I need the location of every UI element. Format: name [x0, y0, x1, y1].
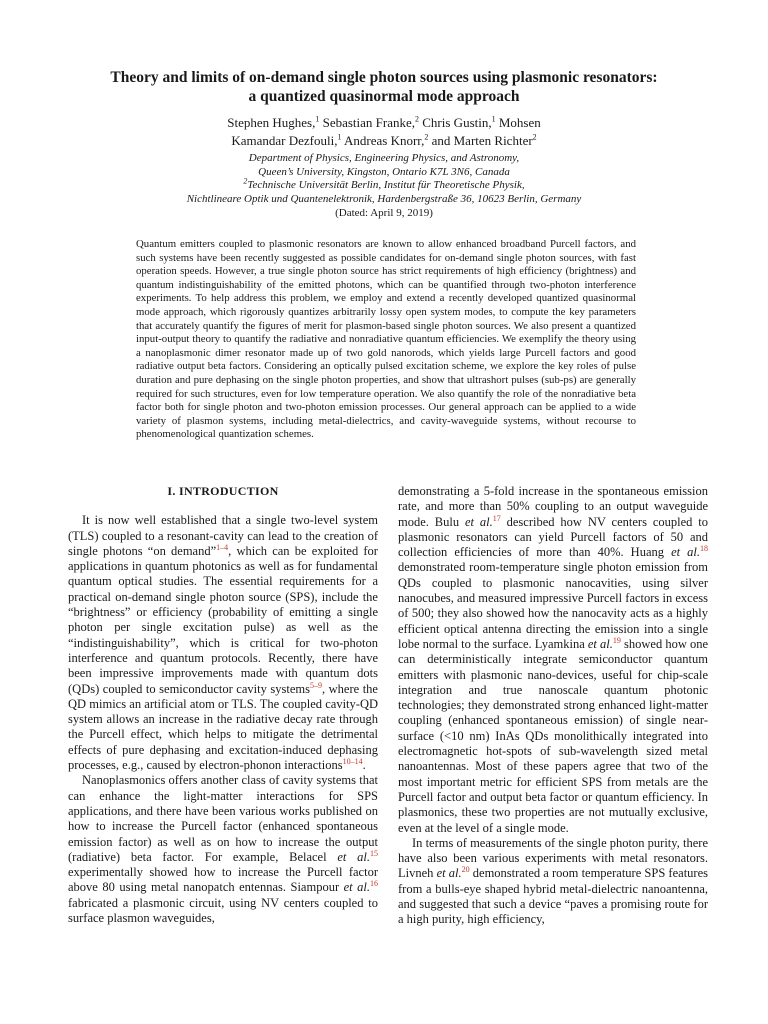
- section-heading: I. INTRODUCTION: [167, 484, 279, 498]
- author-affiliation-mark: 1: [315, 114, 320, 124]
- author-list: [80, 114, 688, 150]
- paragraph: In terms of measurements of the single photon purity, there have also been various experiments with metal resonators. Livneh et al.$^{20}$ demonstrated a room temperature SPS features from a bulls-eye shaped hybrid metal-dielectric nanoantenna, and suggested that such a device “paves a promising route for a high purity, high efficiency,: [398, 835, 708, 927]
- paragraph: demonstrating a 5-fold increase in the spontaneous emission rate, and more than 50% coupling to an output waveguide mode. Bulu et al.$^{17}$ described how NV centers coupled to plasmonic resonators can yield Purcell factors of 50 and collection efficiencies of more than 40%. Huang et al.$^{18}$ demonstrated room-temperature single photon emission from QDs coupled to plasmonic nanocavities, using silver nanocubes, and measured impressive Purcell factors in excess of 500; they also showed how the nanocavity acts as a highly efficient optical antenna directing the emission into a single lobe normal to the surface. Lyamkina et al.$^{19}$ showed how one can deterministically integrate semiconductor quantum emitters with plasmonic nano-devices, useful for chip-scale integration and true nanoscale quantum photonic technologies; they demonstrated strong enhanced light-matter coupling (enhanced spontaneous emission) of single near-surface (<10 nm) InAs QDs monolithically integrated into electromagnetic hot-spots of sub-wavelength sized metal nanoantennas. Most of these papers agree that two of the most important metric for efficient SPS from metals are the Purcell factor and output beta factor or quantum efficiency. In plasmonics, these two properties are not mutually exclusive, even at the level of a single mode.: [398, 484, 709, 835]
- author-line-2: [80, 132, 688, 150]
- paper-title: [60, 68, 708, 106]
- citation-link[interactable]: 18: [700, 544, 709, 554]
- affiliations: [80, 152, 688, 206]
- author-name: Sebastian Franke,: [322, 115, 416, 130]
- author-affiliation-mark: 2: [532, 132, 537, 142]
- author-affiliation-mark: 1: [491, 114, 496, 124]
- citation-link[interactable]: 10–14: [342, 756, 363, 766]
- author-name-first-part: Mohsen: [498, 115, 541, 130]
- paragraph: Nanoplasmonics offers another class of cavity systems that can enhance the light-matter interactions for SPS applications, and there have been various works published on how to increase the Purcell factor (enhanced spontaneous emission factor) as well as on how to increase the output (radiative) beta factor. For example, Belacel et al.$^{15}$ experimentally showed how to increase the Purcell factor above 80 using metal nanopatch entennas. Siampour et al.$^{16}$ fabricated a plasmonic circuit, using NV centers coupled to surface plasmon waveguides,: [68, 773, 379, 926]
- affiliation-line: Queen’s University, Kingston, Ontario K7L 3N6, Canada: [258, 165, 510, 178]
- citation-link[interactable]: 16: [370, 879, 379, 889]
- author-line-1: [80, 114, 688, 132]
- abstract: Quantum emitters coupled to plasmonic resonators are known to allow enhanced broadband Purcell factors, and such systems have been recently suggested as possible candidates for on-demand single photon sources, with fast operation speeds. However, a true single photon source has strict requirements of high efficiency (brightness) and quantum indistinguishability of the emitted photons, which can be quantified through two-photon interference experiments. To help address this problem, we employ and extend a recently developed quantized quasinormal mode approach, which rigorously quantizes arbitrarily lossy open system modes, to compute the key parameters that accurately quantify the figures of merit for plasmon-based single photon sources. We also present a quantized input-output theory to quantify the radiative and nonradiative quantum efficiencies. We exemplify the theory using a nanoplasmonic dimer resonator made up of two gold nanorods, which yields large Purcell factors and good radiative output beta factors. Considering an optically pulsed excitation scheme, we explore the key roles of pulse duration and pure dephasing on the single photon properties, and show that ultrashort pulses (sub-ps) are generally required for such structures, even for low temperature operation. We also quantify the role of the nonradiative beta factor both for single photon and two-photon emission processes. Our general approach can be applied to a wide variety of plasmon systems, including metal-dielectrics, and cavity-waveguide systems, without recourse to phenomenological quantization schemes.: [136, 238, 636, 441]
- date-line: (Dated: April 9, 2019): [335, 207, 433, 219]
- right-column: [398, 484, 708, 928]
- citation-link[interactable]: 20: [461, 865, 470, 875]
- author-affiliation-mark: 2: [424, 132, 429, 142]
- title-line-1: Theory and limits of on-demand single photon sources using plasmonic resonators:: [110, 69, 658, 86]
- citation-link[interactable]: 1–4: [216, 542, 229, 552]
- author-name-second-part: Kamandar Dezfouli,: [231, 133, 338, 148]
- affiliation-line: Nichtlineare Optik und Quantenelektronik, Hardenbergstraße 36, 10623 Berlin, Germany: [186, 192, 582, 205]
- author-name: Andreas Knorr,: [344, 133, 425, 148]
- author-name: and Marten Richter: [431, 133, 533, 148]
- citation-link[interactable]: 15: [370, 848, 378, 858]
- citation-link[interactable]: 5–9: [309, 680, 322, 690]
- author-name: Chris Gustin,: [422, 115, 492, 130]
- affiliation-line: $^2$Technische Universität Berlin, Institut für Theoretische Physik,: [243, 176, 525, 191]
- paragraph: It is now well established that a single two-level system (TLS) coupled to a resonant-cavity can lead to the creation of single photons “on demand”$^{1-4}$, which can be exploited for applications in quantum photonics as well as for fundamental quantum optical studies. The essential requirements for a practical on-demand single photon source (SPS), include the “brightness” or efficiency (probability of emitting a single photon per single excitation pulse) as well as the “indistinguishability”, which is critical for two-photon interference and quantum protocols. Recently, there have been impressive improvements made with quantum dots (QDs) coupled to semiconductor cavity systems$^{5-9}$, where the QD mimics an artificial atom or TLS. The coupled cavity-QD system allows an increase in the radiative decay rate through the Purcell effect, which helps to mitigate the detrimental effects of pure dephasing and excitation-induced dephasing processes, e.g., caused by electron-phonon interactions$^{10-14}$.: [68, 513, 378, 773]
- citation-link[interactable]: 17: [492, 513, 501, 523]
- citation-link[interactable]: 19: [612, 635, 621, 645]
- affiliation-line: Department of Physics, Engineering Physics, and Astronomy,: [248, 152, 520, 164]
- author-affiliation-mark: 2: [415, 114, 420, 124]
- affiliation-mark: 2: [243, 176, 248, 186]
- author-affiliation-mark: 1: [337, 132, 342, 142]
- author-name: Stephen Hughes,: [227, 115, 316, 130]
- left-column: [68, 484, 378, 926]
- title-line-2: a quantized quasinormal mode approach: [248, 88, 520, 105]
